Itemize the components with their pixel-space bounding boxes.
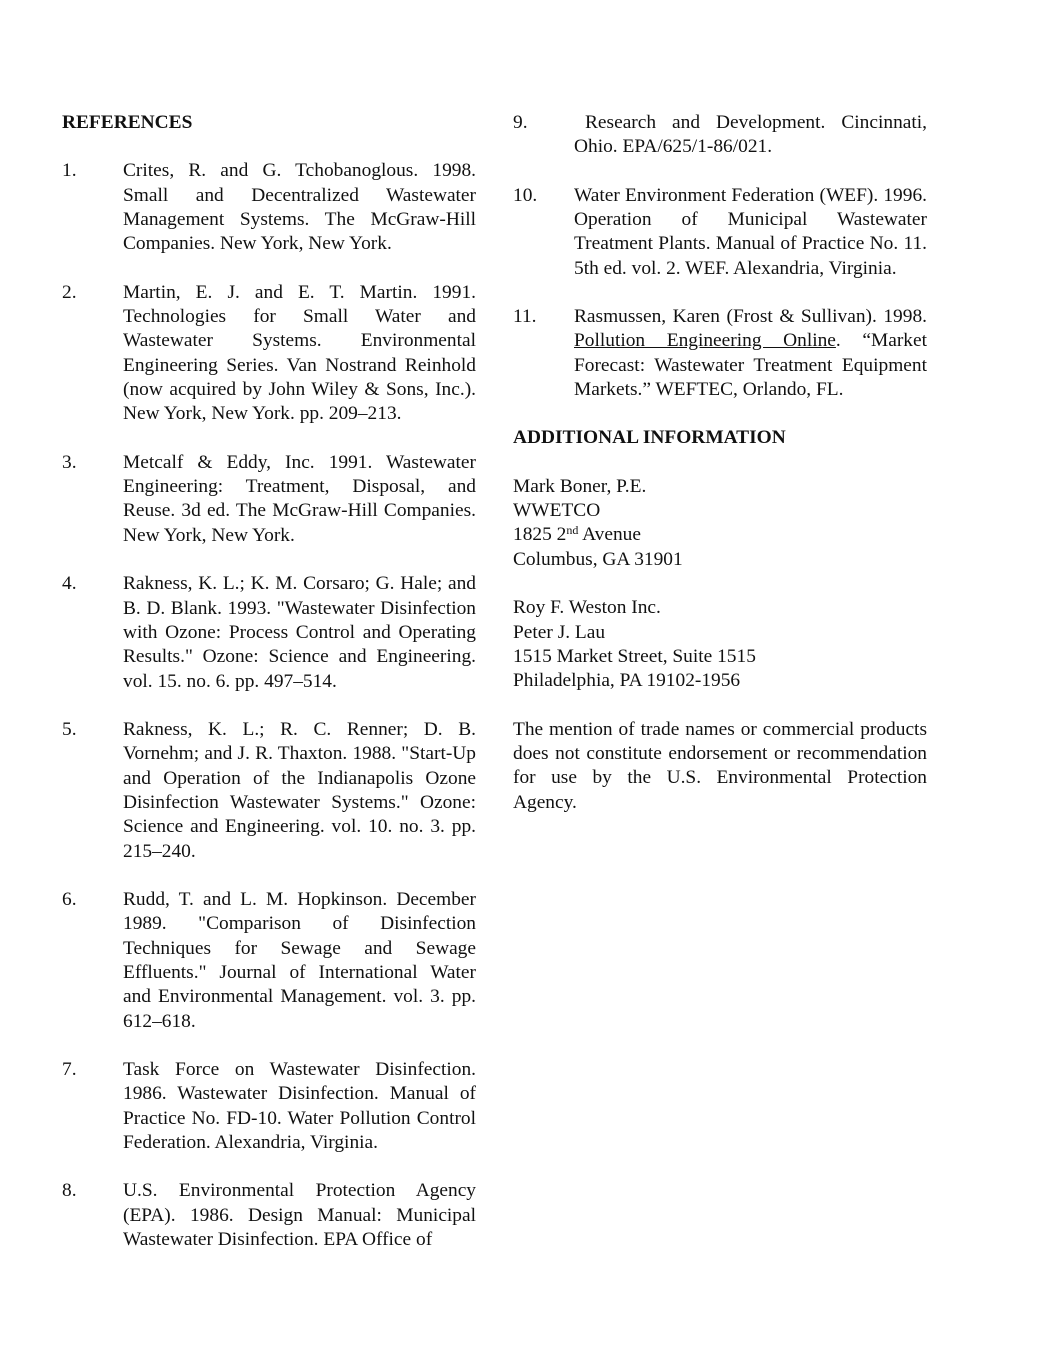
contact-organization: WWETCO [513,500,601,522]
reference-number: 8. [62,1180,77,1202]
reference-text: Water Environment Federation (WEF). 1996. Operation of Municipal Wastewater Treatment Plants. Manual of Practice No. 11. 5th ed. vol. 2. WEF. Alexandria, Virginia. [574,184,927,279]
reference-text: Crites, R. and G. Tchobanoglous. 1998. Small and Decentralized Wastewater Management Systems. The McGraw-Hill Companies. New York, New York. [123,160,476,255]
reference-number: 9. [513,112,528,133]
contact-address [513,523,927,547]
reference-text: U.S. Environmental Protection Agency (EPA). 1986. Design Manual: Municipal Wastewater Disinfection. EPA Office of [123,1180,476,1251]
publication-link[interactable]: Pollution Engineering Online [574,330,836,352]
reference-number: 7. [62,1059,77,1080]
right-column [513,111,927,815]
reference-text [574,305,927,402]
reference-item-9 [513,111,927,160]
disclaimer-text: The mention of trade names or commercial products does not constitute endorsement or recommendation for use by the U.S. Environmental Protection Agency. [513,718,927,813]
references-heading: REFERENCES [62,112,193,133]
reference-item-11 [513,305,927,402]
reference-item-5 [62,718,476,864]
reference-text-part2: . “Market Forecast: Wastewater Treatment Equipment Markets.” WEFTEC, Orlando, FL. [574,330,927,401]
reference-text-part1: Rasmussen, Karen (Frost & Sullivan). 1998. [574,306,927,328]
reference-item-4 [62,572,476,694]
reference-text: Rakness, K. L.; K. M. Corsaro; G. Hale; and B. D. Blank. 1993. "Wastewater Disinfection with Ozone: Process Control and Operating Results." Ozone: Science and Engineering. vol. 15. no. 6. pp. 497–514. [123,573,476,692]
reference-item-3 [62,451,476,548]
contact-wwetco [513,475,927,572]
address-street: Avenue [578,524,641,546]
contact-name: Mark Boner, P.E. [513,475,647,497]
reference-text: Metcalf & Eddy, Inc. 1991. Wastewater Engineering: Treatment, Disposal, and Reuse. 3d ed. The McGraw-Hill Companies. New York, New York. [123,451,476,546]
reference-text: Rudd, T. and L. M. Hopkinson. December 1989. "Comparison of Disinfection Techniques for Sewage and Sewage Effluents." Journal of International Water and Environmental Management. vol. 3. pp. 612–618. [123,888,476,1032]
reference-number: 10. [513,184,538,206]
reference-number: 1. [62,160,77,182]
contact-city: Columbus, GA 31901 [513,548,683,570]
reference-item-6 [62,888,476,1034]
reference-item-7 [62,1058,476,1155]
reference-item-1 [62,159,476,256]
reference-number: 3. [62,451,77,473]
contact-city: Philadelphia, PA 19102-1956 [513,670,741,692]
reference-number: 5. [62,718,77,740]
reference-number: 2. [62,281,77,303]
address-number: 1825 2 [513,524,567,546]
reference-item-10 [513,184,927,281]
reference-text: Research and Development. Cincinnati, Ohio. EPA/625/1-86/021. [574,112,927,158]
contact-name: Peter J. Lau [513,621,606,643]
reference-number: 6. [62,888,77,910]
additional-information-heading: ADDITIONAL INFORMATION [513,427,786,449]
reference-item-8 [62,1179,476,1252]
address-suffix: nd [566,523,579,538]
reference-text: Task Force on Wastewater Disinfection. 1986. Wastewater Disinfection. Manual of Practice No. FD-10. Water Pollution Control Federation. Alexandria, Virginia. [123,1059,476,1154]
reference-number: 4. [62,573,77,595]
reference-text: Martin, E. J. and E. T. Martin. 1991. Technologies for Small Water and Wastewater Systems. Environmental Engineering Series. Van Nostrand Reinhold (now acquired by John Wiley & Sons, Inc.). New York, New York. pp. 209–213. [123,281,476,425]
contact-organization: Roy F. Weston Inc. [513,597,661,619]
reference-number: 11. [513,306,537,328]
reference-text: Rakness, K. L.; R. C. Renner; D. B. Vornehm; and J. R. Thaxton. 1988. "Start-Up and Operation of the Indianapolis Ozone Disinfection Wastewater Systems." Ozone: Science and Engineering. vol. 10. no. 3. pp. 215–240. [123,718,476,862]
references-column [62,111,476,1252]
contact-weston [513,596,927,693]
contact-address: 1515 Market Street, Suite 1515 [513,645,756,667]
reference-item-2 [62,281,476,427]
